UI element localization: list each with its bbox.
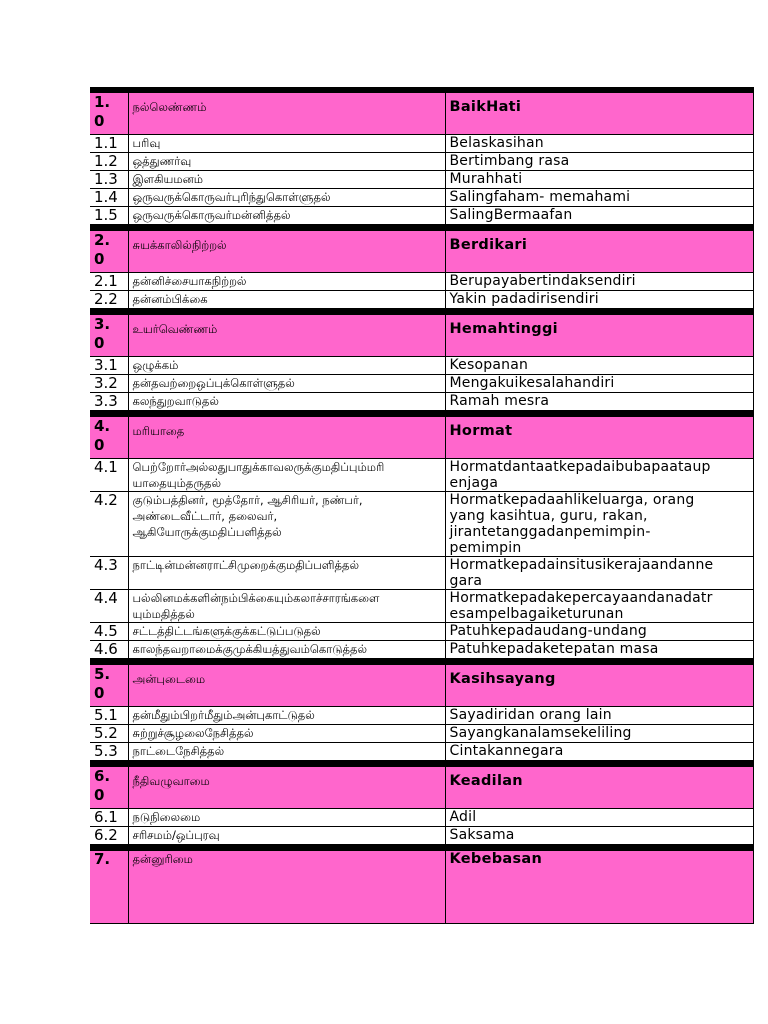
value-row bbox=[90, 623, 753, 641]
value-row bbox=[90, 393, 753, 411]
value-row bbox=[90, 492, 753, 557]
item-number: 4.5 bbox=[90, 623, 128, 641]
item-number: 2.1 bbox=[90, 273, 128, 291]
item-malay: Patuhkepadaketepatan masa bbox=[445, 641, 753, 659]
value-row bbox=[90, 171, 753, 189]
item-malay: Salingfaham- memahami bbox=[445, 189, 753, 207]
values-table-body bbox=[90, 87, 753, 924]
section-number: 3. 0 bbox=[90, 315, 128, 357]
item-number: 5.3 bbox=[90, 743, 128, 761]
section-header-row bbox=[90, 315, 753, 357]
item-tamil: நாட்டைநேசித்தல் bbox=[128, 743, 445, 761]
section-header-row bbox=[90, 93, 753, 135]
item-malay: Mengakuikesalahandiri bbox=[445, 375, 753, 393]
section-tamil: அன்புடைமை bbox=[128, 665, 445, 707]
item-tamil: ஒழுக்கம் bbox=[128, 357, 445, 375]
section-tamil: மரியாதை bbox=[128, 417, 445, 459]
section-number: 7. bbox=[90, 851, 128, 924]
item-number: 2.2 bbox=[90, 291, 128, 309]
section-malay: BaikHati bbox=[445, 93, 753, 135]
value-row bbox=[90, 153, 753, 171]
section-header-row bbox=[90, 851, 753, 924]
value-row bbox=[90, 827, 753, 845]
section-malay: Keadilan bbox=[445, 767, 753, 809]
section-malay: Hemahtinggi bbox=[445, 315, 753, 357]
item-number: 4.4 bbox=[90, 590, 128, 623]
section-tamil: தன்னுரிமை bbox=[128, 851, 445, 924]
item-number: 5.1 bbox=[90, 707, 128, 725]
section-header-row bbox=[90, 417, 753, 459]
item-number: 1.5 bbox=[90, 207, 128, 225]
item-tamil: நடுநிலைமை bbox=[128, 809, 445, 827]
item-tamil: தன்னம்பிக்கை bbox=[128, 291, 445, 309]
item-tamil: சட்டத்திட்டங்களுக்குக்கட்டுப்படுதல் bbox=[128, 623, 445, 641]
item-tamil: சரிசமம்/ஒப்புரவு bbox=[128, 827, 445, 845]
value-row bbox=[90, 809, 753, 827]
item-tamil: தன்தவற்றைஒப்புக்கொள்ளுதல் bbox=[128, 375, 445, 393]
item-malay: Sayadiridan orang lain bbox=[445, 707, 753, 725]
section-header-row bbox=[90, 665, 753, 707]
item-number: 6.1 bbox=[90, 809, 128, 827]
value-row bbox=[90, 590, 753, 623]
section-malay: Hormat bbox=[445, 417, 753, 459]
item-tamil: தன்மீதும்பிறர்மீதும்அன்புகாட்டுதல் bbox=[128, 707, 445, 725]
item-malay: Hormatkepadainsitusikerajaandanne gara bbox=[445, 557, 753, 590]
item-malay: Kesopanan bbox=[445, 357, 753, 375]
value-row bbox=[90, 189, 753, 207]
section-malay: Kebebasan bbox=[445, 851, 753, 924]
item-malay: Sayangkanalamsekeliling bbox=[445, 725, 753, 743]
item-number: 1.1 bbox=[90, 135, 128, 153]
item-number: 1.4 bbox=[90, 189, 128, 207]
section-number: 5. 0 bbox=[90, 665, 128, 707]
section-number: 6. 0 bbox=[90, 767, 128, 809]
item-tamil: நாட்டின்மன்னராட்சிமுறைக்குமதிப்பளித்தல் bbox=[128, 557, 445, 590]
value-row bbox=[90, 459, 753, 492]
item-malay: Patuhkepadaudang-undang bbox=[445, 623, 753, 641]
item-malay: Hormatkepadakepercayaandanadatr esampelbagaiketurunan bbox=[445, 590, 753, 623]
value-row bbox=[90, 743, 753, 761]
item-number: 3.2 bbox=[90, 375, 128, 393]
item-tamil: இளகியமனம் bbox=[128, 171, 445, 189]
section-number: 1. 0 bbox=[90, 93, 128, 135]
item-tamil: ஒருவருக்கொருவர்புரிந்துகொள்ளுதல் bbox=[128, 189, 445, 207]
item-malay: Berupayabertindaksendiri bbox=[445, 273, 753, 291]
section-malay: Berdikari bbox=[445, 231, 753, 273]
item-tamil: பெற்றோர்அல்லதுபாதுக்காவலருக்குமதிப்பும்மரி யாதையும்தருதல் bbox=[128, 459, 445, 492]
item-tamil: ஒருவருக்கொருவர்மன்னித்தல் bbox=[128, 207, 445, 225]
item-malay: Hormatdantaatkepadaibubapaataup enjaga bbox=[445, 459, 753, 492]
section-tamil: சுயக்காலில்நிற்றல் bbox=[128, 231, 445, 273]
item-tamil: பரிவு bbox=[128, 135, 445, 153]
item-number: 4.6 bbox=[90, 641, 128, 659]
section-number: 4. 0 bbox=[90, 417, 128, 459]
item-malay: Belaskasihan bbox=[445, 135, 753, 153]
item-malay: Yakin padadirisendiri bbox=[445, 291, 753, 309]
value-row bbox=[90, 557, 753, 590]
item-malay: Saksama bbox=[445, 827, 753, 845]
section-header-row bbox=[90, 767, 753, 809]
item-tamil: சுற்றுச்சூழலைநேசித்தல் bbox=[128, 725, 445, 743]
value-row bbox=[90, 357, 753, 375]
section-number: 2. 0 bbox=[90, 231, 128, 273]
value-row bbox=[90, 725, 753, 743]
item-number: 5.2 bbox=[90, 725, 128, 743]
item-malay: Bertimbang rasa bbox=[445, 153, 753, 171]
item-tamil: தன்னிச்சையாகநிற்றல் bbox=[128, 273, 445, 291]
item-number: 4.1 bbox=[90, 459, 128, 492]
value-row bbox=[90, 291, 753, 309]
item-number: 6.2 bbox=[90, 827, 128, 845]
value-row bbox=[90, 641, 753, 659]
item-tamil: பல்லினமக்களின்நம்பிக்கையும்கலாச்சாரங்களை யும்மதித்தல் bbox=[128, 590, 445, 623]
values-table bbox=[90, 87, 754, 924]
section-tamil: நல்லெண்ணம் bbox=[128, 93, 445, 135]
item-number: 3.3 bbox=[90, 393, 128, 411]
item-tamil: ஒத்துணர்வு bbox=[128, 153, 445, 171]
section-tamil: நீதிவழுவாமை bbox=[128, 767, 445, 809]
value-row bbox=[90, 135, 753, 153]
item-number: 4.2 bbox=[90, 492, 128, 557]
value-row bbox=[90, 207, 753, 225]
item-number: 1.3 bbox=[90, 171, 128, 189]
value-row bbox=[90, 375, 753, 393]
item-number: 4.3 bbox=[90, 557, 128, 590]
item-number: 1.2 bbox=[90, 153, 128, 171]
item-malay: SalingBermaafan bbox=[445, 207, 753, 225]
item-number: 3.1 bbox=[90, 357, 128, 375]
item-malay: Ramah mesra bbox=[445, 393, 753, 411]
item-tamil: கலந்துறவாடுதல் bbox=[128, 393, 445, 411]
value-row bbox=[90, 273, 753, 291]
item-tamil: குடும்பத்தினர், மூத்தோர், ஆசிரியர், நண்பர், அண்டைவீட்டார், தலைவர், ஆகியோருக்குமதிப்பளித்தல் bbox=[128, 492, 445, 557]
section-tamil: உயர்வெண்ணம் bbox=[128, 315, 445, 357]
item-tamil: காலந்தவறாமைக்குமுக்கியத்துவம்கொடுத்தல் bbox=[128, 641, 445, 659]
item-malay: Hormatkepadaahlikeluarga, orang yang kasihtua, guru, rakan, jirantetanggadanpemimpin- pemimpin bbox=[445, 492, 753, 557]
section-header-row bbox=[90, 231, 753, 273]
item-malay: Cintakannegara bbox=[445, 743, 753, 761]
section-malay: Kasihsayang bbox=[445, 665, 753, 707]
item-malay: Murahhati bbox=[445, 171, 753, 189]
value-row bbox=[90, 707, 753, 725]
item-malay: Adil bbox=[445, 809, 753, 827]
